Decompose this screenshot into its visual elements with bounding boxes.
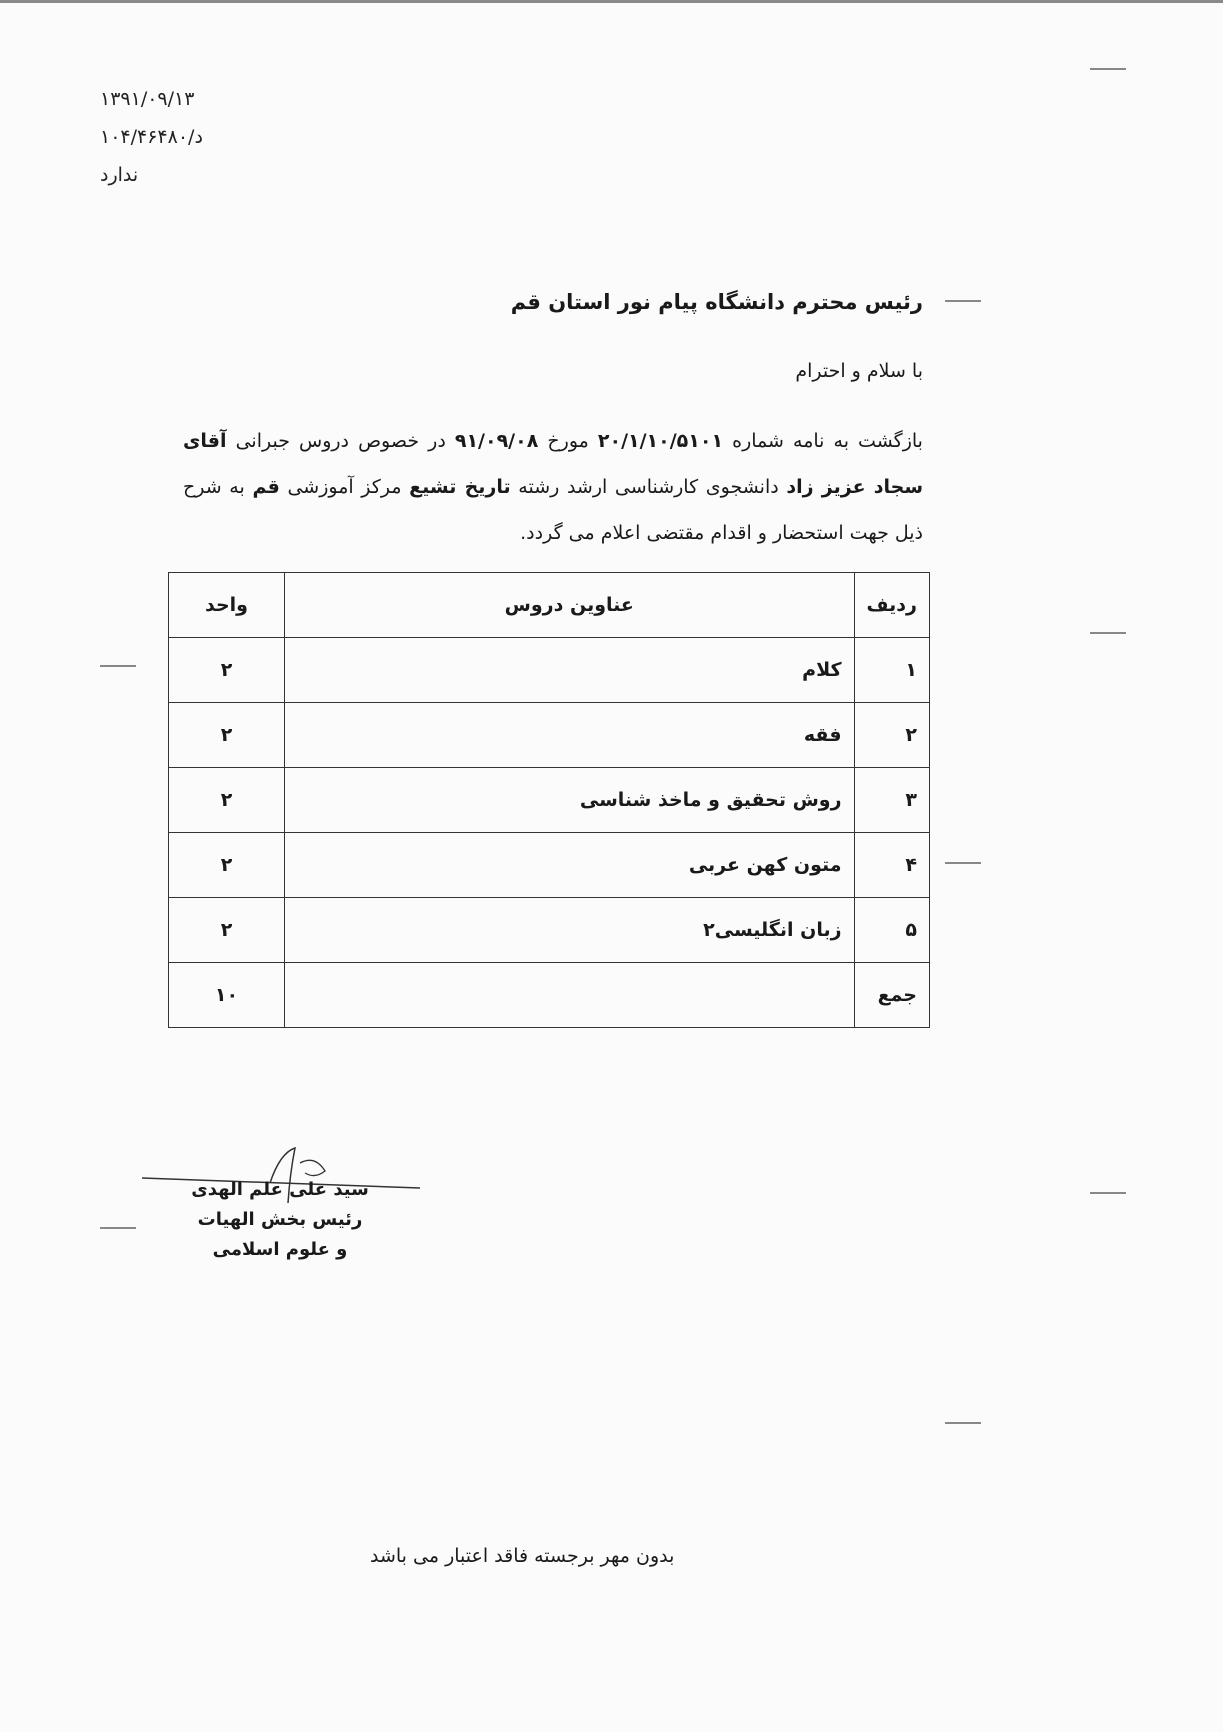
scan-mark	[100, 1227, 136, 1229]
table-row	[169, 638, 930, 703]
header-row-number: ردیف	[854, 573, 929, 638]
body-text-5: مرکز آموزشی	[287, 476, 402, 498]
course-units: ۲	[169, 638, 285, 703]
letter-number: د/۱۰۴/۴۶۴۸۰	[100, 126, 203, 148]
course-units: ۲	[169, 833, 285, 898]
scan-mark	[945, 862, 981, 864]
row-number: ۱	[854, 638, 929, 703]
education-center: قم	[252, 476, 280, 498]
course-units: ۲	[169, 898, 285, 963]
scan-mark	[100, 665, 136, 667]
letter-attachment: ندارد	[100, 164, 139, 186]
scan-mark	[1090, 68, 1126, 70]
scan-mark	[945, 300, 981, 302]
table-header-row	[169, 573, 930, 638]
field-of-study: تاریخ تشیع	[409, 476, 511, 498]
scan-mark	[1090, 632, 1126, 634]
letter-body	[183, 418, 923, 556]
footer-note: بدون مهر برجسته فاقد اعتبار می باشد	[370, 1545, 675, 1567]
table-row	[169, 703, 930, 768]
student-name: آقای سجاد عزیز زاد	[183, 430, 924, 498]
letter-header-info	[100, 80, 260, 194]
body-text-3: در خصوص دروس جبرانی	[235, 430, 446, 452]
reference-number: ۲۰/۱/۱۰/۵۱۰۱	[597, 430, 724, 452]
course-title: کلام	[285, 638, 855, 703]
row-number: ۳	[854, 768, 929, 833]
row-number: ۲	[854, 703, 929, 768]
table-row	[169, 768, 930, 833]
letter-date: ۱۳۹۱/۰۹/۱۳	[100, 88, 195, 110]
body-text-6: به شرح ذیل جهت استحضار و اقدام مقتضی اعلام می گردد.	[183, 476, 923, 544]
course-title: متون کهن عربی	[285, 833, 855, 898]
course-title: روش تحقیق و ماخذ شناسی	[285, 768, 855, 833]
header-course-title: عناوین دروس	[285, 573, 855, 638]
table-total-row	[169, 963, 930, 1028]
addressee: رئیس محترم دانشگاه پیام نور استان قم	[510, 290, 923, 314]
row-number: ۵	[854, 898, 929, 963]
table-row	[169, 833, 930, 898]
signer-name: سید علی علم الهدی	[191, 1179, 369, 1200]
course-units: ۲	[169, 703, 285, 768]
body-text-4: دانشجوی کارشناسی ارشد رشته	[518, 476, 779, 498]
body-text-1: بازگشت به نامه شماره	[732, 430, 923, 452]
scan-mark	[1090, 1192, 1126, 1194]
scan-mark	[945, 1422, 981, 1424]
greeting: با سلام و احترام	[795, 360, 923, 382]
signer-title-line2: و علوم اسلامی	[212, 1239, 348, 1260]
course-title: فقه	[285, 703, 855, 768]
header-units: واحد	[169, 573, 285, 638]
row-number: ۴	[854, 833, 929, 898]
courses-table	[168, 572, 930, 1028]
total-units: ۱۰	[169, 963, 285, 1028]
signer-title-line1: رئیس بخش الهیات	[197, 1209, 363, 1230]
reference-date: ۹۱/۰۹/۰۸	[454, 430, 539, 452]
course-units: ۲	[169, 768, 285, 833]
course-title: زبان انگلیسی۲	[285, 898, 855, 963]
top-border	[0, 0, 1223, 3]
body-text-2: مورخ	[547, 430, 589, 452]
total-label: جمع	[854, 963, 929, 1028]
signature-block	[190, 1175, 370, 1265]
total-empty-cell	[285, 963, 855, 1028]
table-row	[169, 898, 930, 963]
